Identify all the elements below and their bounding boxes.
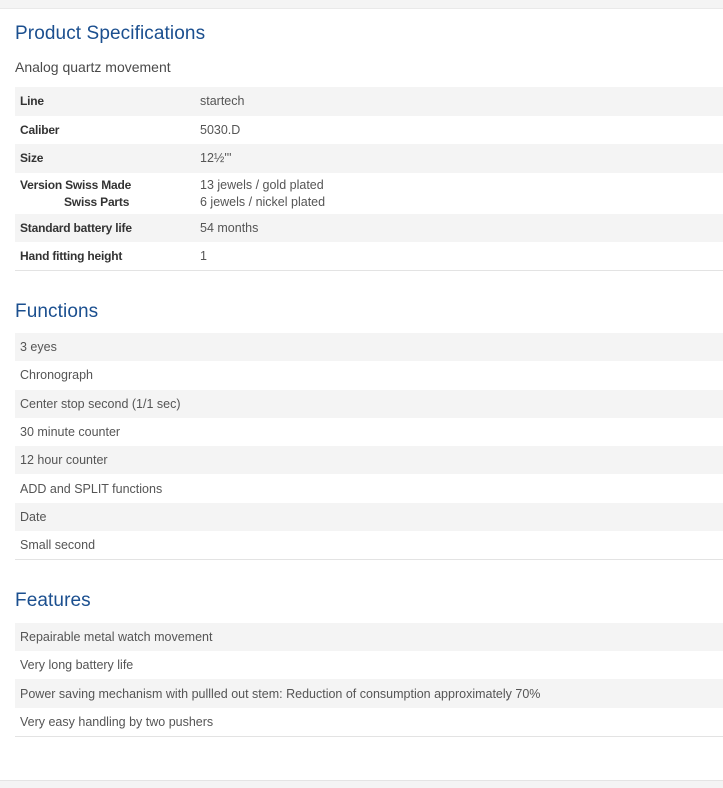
spec-row-version bbox=[15, 173, 723, 214]
spec-label: Line bbox=[15, 87, 195, 116]
function-item: Center stop second (1/1 sec) bbox=[15, 390, 723, 418]
spec-label: Hand fitting height bbox=[20, 249, 123, 263]
list-item bbox=[15, 390, 723, 418]
function-item: Date bbox=[15, 503, 723, 531]
list-item bbox=[15, 531, 723, 559]
spec-value: startech bbox=[195, 87, 723, 116]
spec-row-caliber bbox=[15, 116, 723, 145]
functions-heading-wrap bbox=[15, 271, 723, 333]
feature-item: Very long battery life bbox=[20, 658, 134, 673]
list-item bbox=[15, 651, 723, 679]
function-item: Small second bbox=[20, 537, 96, 552]
function-item: 3 eyes bbox=[15, 333, 723, 361]
list-item bbox=[15, 708, 723, 736]
spec-row-battery bbox=[15, 214, 723, 243]
functions-table bbox=[15, 333, 723, 560]
spec-row-size bbox=[15, 144, 723, 173]
spec-row-hand-height bbox=[15, 242, 723, 271]
list-item bbox=[15, 679, 723, 707]
spec-value: 13 jewels / gold plated bbox=[200, 177, 324, 192]
spec-sub-label: Swiss Parts bbox=[64, 194, 130, 209]
list-item bbox=[15, 503, 723, 531]
spec-table bbox=[15, 87, 723, 271]
spec-label: Standard battery life bbox=[15, 214, 195, 243]
product-specs-heading-wrap bbox=[15, 8, 723, 51]
function-item: ADD and SPLIT functions bbox=[20, 481, 163, 496]
spec-value: 1 bbox=[200, 249, 207, 263]
list-item bbox=[15, 623, 723, 651]
spec-label-group bbox=[15, 173, 195, 214]
spec-label: Version Swiss Made bbox=[20, 177, 132, 192]
list-item bbox=[15, 418, 723, 446]
spec-row-line bbox=[15, 87, 723, 116]
spec-value-group bbox=[195, 173, 723, 214]
spec-label: Size bbox=[15, 144, 195, 173]
list-item bbox=[15, 333, 723, 361]
spec-sub-value: 6 jewels / nickel plated bbox=[200, 194, 326, 209]
spec-value: 12½''' bbox=[195, 144, 723, 173]
feature-item: Power saving mechanism with pullled out stem: Reduction of consumption approximately 70% bbox=[15, 679, 723, 707]
list-item bbox=[15, 446, 723, 474]
product-specs-title: Product Specifications bbox=[15, 23, 206, 44]
list-item bbox=[15, 474, 723, 502]
feature-item: Repairable metal watch movement bbox=[15, 623, 723, 651]
feature-item: Very easy handling by two pushers bbox=[20, 714, 214, 729]
function-item: 30 minute counter bbox=[20, 425, 121, 440]
product-specs-subtitle: Analog quartz movement bbox=[15, 59, 171, 75]
spec-value: 54 months bbox=[195, 214, 723, 243]
list-item bbox=[15, 361, 723, 389]
page-content bbox=[15, 8, 723, 737]
function-item: 12 hour counter bbox=[15, 446, 723, 474]
features-title: Features bbox=[15, 589, 91, 611]
features-table bbox=[15, 623, 723, 737]
spec-value: 5030.D bbox=[200, 122, 241, 137]
function-item: Chronograph bbox=[20, 368, 93, 383]
spec-label: Caliber bbox=[20, 122, 60, 137]
features-heading-wrap bbox=[15, 560, 723, 623]
functions-title: Functions bbox=[15, 301, 99, 322]
